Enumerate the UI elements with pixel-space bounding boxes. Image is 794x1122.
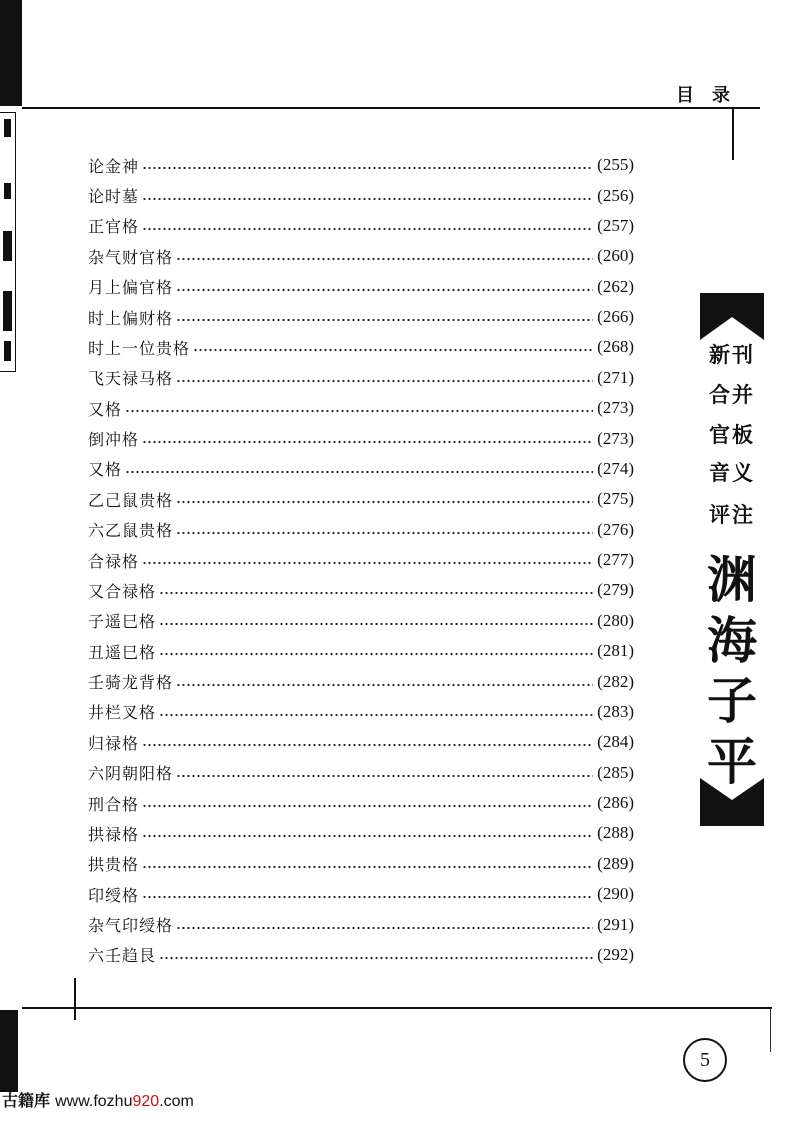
- toc-row[interactable]: [88, 332, 634, 362]
- toc-row[interactable]: [88, 818, 634, 848]
- toc-dot-leader: [142, 166, 593, 170]
- toc-entry-page: (280): [597, 610, 634, 630]
- toc-entry-label: 井栏叉格: [88, 703, 157, 723]
- toc-entry-label: 六乙鼠贵格: [88, 521, 174, 541]
- toc-row[interactable]: [88, 302, 634, 332]
- toc-dot-leader: [142, 804, 593, 808]
- watermark-site-name: 古籍库: [2, 1091, 51, 1110]
- toc-entry-label: 倒冲格: [88, 430, 140, 450]
- toc-entry-page: (271): [597, 367, 634, 387]
- page-number-badge: 5: [683, 1038, 727, 1082]
- spine-mark: [3, 291, 12, 331]
- toc-entry-page: (268): [597, 337, 634, 357]
- toc-entry-label: 壬骑龙背格: [88, 673, 174, 693]
- toc-row[interactable]: [88, 180, 634, 210]
- toc-row[interactable]: [88, 272, 634, 302]
- toc-row[interactable]: [88, 879, 634, 909]
- toc-dot-leader: [193, 348, 593, 352]
- toc-dot-leader: [176, 926, 593, 930]
- watermark-url-suffix: .com: [159, 1093, 194, 1110]
- toc-entry-page: (255): [597, 155, 634, 175]
- toc-entry-page: (284): [597, 732, 634, 752]
- toc-row[interactable]: [88, 788, 634, 818]
- toc-dot-leader: [125, 470, 593, 474]
- toc-dot-leader: [142, 743, 593, 747]
- toc-entry-page: (257): [597, 215, 634, 235]
- spine-mark: [4, 119, 11, 137]
- toc-dot-leader: [159, 622, 593, 626]
- toc-dot-leader: [142, 865, 593, 869]
- toc-dot-leader: [159, 591, 593, 595]
- toc-row[interactable]: [88, 454, 634, 484]
- toc-entry-page: (289): [597, 853, 634, 873]
- toc-dot-leader: [142, 834, 593, 838]
- subtitle-line: 新刊: [709, 342, 755, 367]
- top-rule: [22, 107, 760, 109]
- toc-entry-label: 又格: [88, 460, 123, 480]
- toc-entry-label: 时上一位贵格: [88, 338, 191, 358]
- toc-row[interactable]: [88, 758, 634, 788]
- side-title-banner: [698, 290, 766, 830]
- toc-row[interactable]: [88, 363, 634, 393]
- title-char: 子: [707, 671, 757, 730]
- watermark-url-number: 920: [132, 1093, 160, 1110]
- toc-dot-leader: [142, 561, 593, 565]
- header-title-char-2: 录: [712, 85, 730, 106]
- toc-entry-page: (290): [597, 884, 634, 904]
- toc-entry-label: 六壬趋艮: [88, 946, 157, 966]
- toc-entry-label: 丑遥巳格: [88, 642, 157, 662]
- toc-entry-page: (273): [597, 428, 634, 448]
- toc-entry-page: (256): [597, 185, 634, 205]
- toc-dot-leader: [176, 288, 593, 292]
- subtitle-line: 音义: [709, 460, 755, 485]
- bottom-left-rule: [74, 978, 76, 1020]
- toc-entry-label: 论金神: [88, 156, 140, 176]
- toc-entry-page: (266): [597, 307, 634, 327]
- toc-row[interactable]: [88, 515, 634, 545]
- left-edge-top-bar: [0, 0, 22, 106]
- title-char: 渊: [707, 550, 757, 609]
- toc-row[interactable]: [88, 423, 634, 453]
- toc-entry-label: 又合禄格: [88, 581, 157, 601]
- toc-entry-page: (282): [597, 671, 634, 691]
- toc-dot-leader: [159, 713, 593, 717]
- title-char: 海: [707, 611, 757, 670]
- left-edge-bottom-bar: [0, 1010, 18, 1092]
- toc-entry-page: (260): [597, 246, 634, 266]
- toc-entry-page: (274): [597, 458, 634, 478]
- toc-entry-label: 印绶格: [88, 885, 140, 905]
- toc-row[interactable]: [88, 727, 634, 757]
- banner-top-ribbon-icon: [700, 293, 764, 341]
- toc-row[interactable]: [88, 545, 634, 575]
- toc-row[interactable]: [88, 393, 634, 423]
- toc-row[interactable]: [88, 666, 634, 696]
- toc-entry-label: 杂气印绶格: [88, 916, 174, 936]
- toc-row[interactable]: [88, 575, 634, 605]
- banner-bottom-ribbon-icon: [700, 778, 764, 826]
- toc-entry-label: 飞天禄马格: [88, 369, 174, 389]
- title-char: 平: [707, 732, 757, 791]
- toc-dot-leader: [176, 531, 593, 535]
- toc-dot-leader: [176, 318, 593, 322]
- subtitle-line: 评注: [709, 502, 755, 527]
- watermark-url-prefix: www.fozhu: [55, 1093, 133, 1110]
- spine-mark: [4, 183, 11, 199]
- toc-row[interactable]: [88, 484, 634, 514]
- toc-entry-label: 乙己鼠贵格: [88, 490, 174, 510]
- toc-entry-label: 子遥巳格: [88, 612, 157, 632]
- toc-entry-page: (285): [597, 762, 634, 782]
- toc-entry-label: 合禄格: [88, 551, 140, 571]
- toc-row[interactable]: [88, 636, 634, 666]
- header-title-char-1: 目: [676, 85, 694, 106]
- toc-row[interactable]: [88, 849, 634, 879]
- toc-entry-label: 月上偏官格: [88, 278, 174, 298]
- toc-row[interactable]: [88, 606, 634, 636]
- toc-dot-leader: [142, 440, 593, 444]
- top-right-rule: [732, 108, 734, 160]
- subtitle-line: 合并: [709, 382, 755, 407]
- toc-list: [88, 150, 634, 970]
- bottom-rule: [22, 1007, 772, 1009]
- spine-mark: [3, 231, 12, 261]
- toc-entry-label: 归禄格: [88, 733, 140, 753]
- toc-entry-label: 拱禄格: [88, 824, 140, 844]
- toc-entry-page: (291): [597, 914, 634, 934]
- toc-dot-leader: [159, 956, 593, 960]
- toc-entry-label: 拱贵格: [88, 855, 140, 875]
- toc-row[interactable]: [88, 241, 634, 271]
- left-spine-strip: [0, 112, 16, 372]
- toc-entry-page: (279): [597, 580, 634, 600]
- bottom-right-rule: [770, 1008, 771, 1052]
- toc-dot-leader: [159, 652, 593, 656]
- toc-entry-label: 时上偏财格: [88, 308, 174, 328]
- toc-entry-page: (273): [597, 398, 634, 418]
- toc-dot-leader: [142, 895, 593, 899]
- toc-row[interactable]: [88, 150, 634, 180]
- toc-entry-label: 杂气财官格: [88, 247, 174, 267]
- toc-row[interactable]: [88, 940, 634, 970]
- toc-entry-page: (262): [597, 276, 634, 296]
- toc-entry-page: (275): [597, 489, 634, 509]
- toc-dot-leader: [176, 257, 593, 261]
- toc-entry-page: (283): [597, 701, 634, 721]
- watermark-url[interactable]: [55, 1093, 194, 1110]
- toc-row[interactable]: [88, 909, 634, 939]
- toc-entry-label: 又格: [88, 399, 123, 419]
- toc-entry-page: (288): [597, 823, 634, 843]
- toc-dot-leader: [176, 379, 593, 383]
- toc-dot-leader: [176, 500, 593, 504]
- toc-dot-leader: [125, 409, 593, 413]
- toc-entry-page: (292): [597, 944, 634, 964]
- toc-row[interactable]: [88, 697, 634, 727]
- toc-dot-leader: [176, 683, 593, 687]
- toc-entry-label: 论时墓: [88, 187, 140, 207]
- toc-entry-label: 六阴朝阳格: [88, 764, 174, 784]
- toc-dot-leader: [142, 227, 593, 231]
- toc-dot-leader: [142, 197, 593, 201]
- toc-entry-page: (286): [597, 793, 634, 813]
- toc-entry-page: (276): [597, 519, 634, 539]
- toc-entry-page: (281): [597, 641, 634, 661]
- toc-dot-leader: [176, 774, 593, 778]
- toc-row[interactable]: [88, 211, 634, 241]
- toc-entry-label: 刑合格: [88, 794, 140, 814]
- toc-entry-page: (277): [597, 550, 634, 570]
- subtitle-line: 官板: [709, 422, 755, 447]
- spine-mark: [4, 341, 11, 361]
- watermark: [2, 1091, 194, 1112]
- toc-entry-label: 正官格: [88, 217, 140, 237]
